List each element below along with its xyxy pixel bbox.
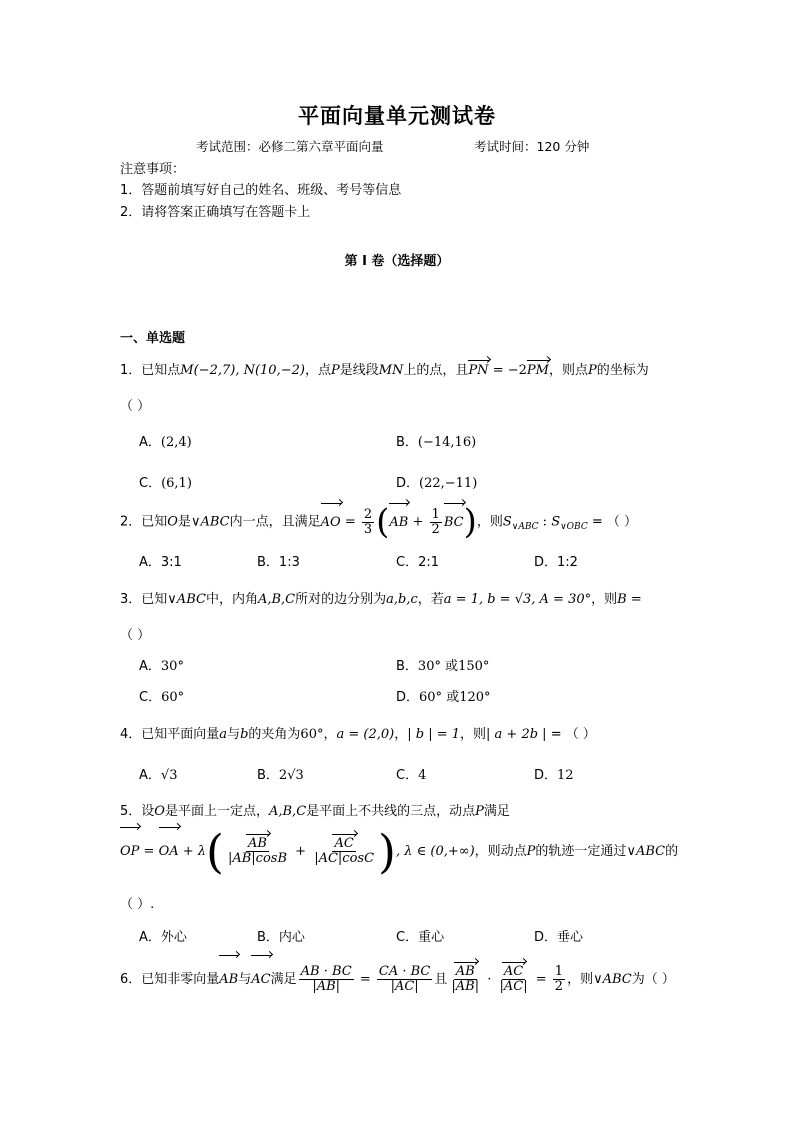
fraction: $\frac{1}{2}$ (554, 964, 564, 994)
note-item: 2．请将答案正确填写在答题卡上 (120, 205, 311, 220)
option-c: C．2:1 (396, 555, 439, 570)
vector-bc: BC (444, 506, 464, 540)
option-b: B．(−14,16) (396, 435, 477, 450)
question-5-stem: 5．设O是平面上一定点，A,B,C是平面上不共线的三点，动点P满足 (120, 804, 510, 819)
section-title: 一、单选题 (120, 331, 186, 346)
option-a: A．√3 (139, 768, 178, 783)
fraction: $\frac{AC}{|AC|\cos C}$ (314, 836, 375, 866)
option-a: A．外心 (139, 930, 187, 945)
note-item: 1．答题前填写好自己的姓名、班级、考号等信息 (120, 183, 402, 198)
fraction: $\frac{AC}{|AC|}$ (499, 964, 528, 994)
question-number: 3． (120, 592, 142, 607)
option-c: C．重心 (396, 930, 445, 945)
answer-blank: （ ） (120, 628, 151, 643)
option-d: D．垂心 (534, 930, 584, 945)
fraction: $\frac{2}{3}$ (363, 506, 373, 537)
fraction: $\frac{AB}{|AB|}$ (451, 964, 480, 994)
option-d: D．(22,−11) (396, 476, 478, 491)
question-1-stem: 1．已知点M(−2,7), N(10,−2)，点P是线段MN上的点，且PN = −2PM，则点P的坐标为 (120, 363, 649, 378)
question-number: 5． (120, 804, 142, 819)
vector-ao: AO (321, 506, 341, 540)
vector-ab: AB (219, 958, 238, 1002)
option-b: B．2√3 (257, 768, 304, 783)
option-d: D．60° 或120° (396, 690, 491, 705)
option-c: C．60° (139, 690, 185, 705)
fraction: $\frac{AB}{|AB|\cos B}$ (227, 836, 288, 866)
question-number: 2． (120, 514, 142, 530)
exam-scope: 考试范围：必修二第六章平面向量 (196, 139, 384, 154)
option-d: D．12 (534, 768, 574, 783)
notes-heading: 注意事项： (120, 162, 186, 177)
question-3-stem: 3．已知∨ABC中，内角A,B,C所对的边分别为a,b,c，若a = 1, b = √3, A = 30°，则B = (120, 592, 642, 607)
question-number: 6． (120, 972, 142, 987)
question-2-stem: 2．已知O是∨ABC内一点，且满足AO = $\frac{2}{3}$ (AB + $\frac{1}{2}$ BC)，则$S_{\vee ABC}$ : $S_{\vee OBC}$ = （ ） (120, 502, 638, 542)
answer-blank: （ ）. (120, 897, 155, 912)
question-5-formula: OP = OA + λ( $\frac{AB}{|AB|\cos B}$ + $\frac{AC}{|AC|\cos C}$ ), λ ∈ (0,+∞)，则动点P的轨迹一定通过∨ABC的 (120, 824, 679, 879)
fraction: $\frac{CA \cdot BC}{|AC|}$ (378, 964, 431, 994)
option-b: B．1:3 (257, 555, 300, 570)
exam-time: 考试时间：120 分钟 (474, 139, 590, 154)
option-a: A．30° (139, 659, 184, 674)
vector-ac: AC (251, 958, 270, 1002)
vector-ab: AB (389, 506, 408, 540)
answer-blank: （ ） (120, 399, 151, 414)
option-b: B．内心 (257, 930, 305, 945)
question-number: 1． (120, 363, 142, 378)
fraction: $\frac{1}{2}$ (431, 506, 440, 537)
volume-title: 第 I 卷（选择题） (344, 254, 450, 269)
vector-pn: PN (468, 363, 489, 378)
question-number: 4． (120, 727, 142, 742)
vector-op: OP (120, 830, 139, 874)
option-b: B．30° 或150° (396, 659, 490, 674)
fraction: $\frac{AB \cdot BC}{|AB|}$ (300, 964, 352, 994)
option-a: A．3:1 (139, 555, 182, 570)
option-d: D．1:2 (534, 555, 578, 570)
page-title: 平面向量单元测试卷 (298, 104, 496, 128)
question-6-stem: 6．已知非零向量AB与AC满足 $\frac{AB \cdot BC}{|AB|}$ = $\frac{CA \cdot BC}{|AC|}$ 且 $\frac{AB}{|AB|}$ · $\frac{AC}{|AC|}$ = $\frac{1}{2}$ ，则∨ABC为（ ） (120, 958, 675, 1002)
vector-oa: OA (159, 830, 179, 874)
option-c: C．4 (396, 768, 427, 783)
option-c: C．(6,1) (139, 476, 192, 491)
option-a: A．(2,4) (139, 435, 192, 450)
question-4-stem: 4．已知平面向量a与b的夹角为60°，a = (2,0)，| b | = 1，则| a + 2b | = （ ） (120, 727, 596, 742)
vector-pm: PM (526, 363, 549, 378)
